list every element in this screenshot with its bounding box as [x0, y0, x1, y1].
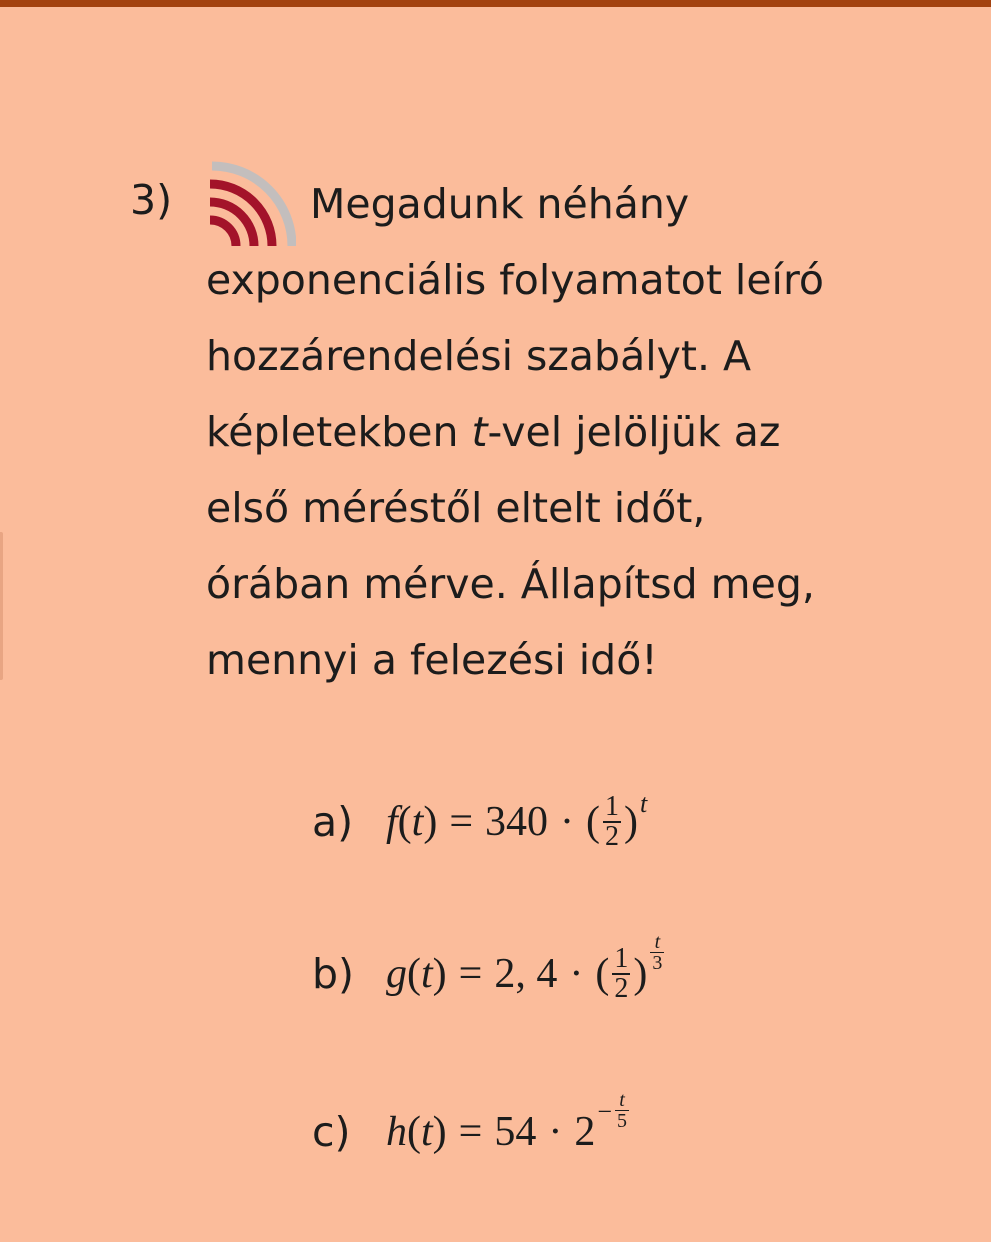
- exponent-fraction: [650, 932, 664, 973]
- dot-operator: ·: [548, 1109, 563, 1155]
- paren-close: ): [432, 951, 447, 997]
- problem-line: mennyi a felezési idő!: [206, 636, 658, 684]
- exponent-fraction: [615, 1090, 629, 1131]
- dot-operator: ·: [569, 951, 584, 997]
- denominator: 2: [614, 973, 629, 1004]
- function-name: h: [386, 1109, 407, 1155]
- problem-line: órában mérve. Állapítsd meg,: [206, 560, 815, 608]
- top-accent-bar: [0, 0, 991, 7]
- exponent-numerator: t: [619, 1088, 625, 1111]
- formula-label: a): [312, 798, 354, 846]
- formula-expression: [386, 1088, 629, 1156]
- formula-label: c): [312, 1108, 351, 1156]
- coefficient: 54: [494, 1109, 537, 1155]
- dot-operator: ·: [560, 799, 575, 845]
- formula-a: [312, 782, 647, 862]
- variable-t: t: [471, 408, 488, 456]
- problem-line: hozzárendelési szabályt. A: [206, 332, 752, 380]
- coefficient: 340: [485, 799, 549, 845]
- argument: t: [421, 1109, 433, 1155]
- paren-open: (: [595, 951, 610, 997]
- denominator: 2: [605, 821, 620, 852]
- paren-open: (: [397, 799, 412, 845]
- argument: t: [421, 951, 433, 997]
- base: 2: [574, 1109, 596, 1155]
- problem-line: -vel jelöljük az: [487, 408, 781, 456]
- formula-expression: [386, 789, 648, 852]
- equals-sign: =: [458, 1109, 483, 1155]
- problem-line: első méréstől eltelt időt,: [206, 484, 706, 532]
- function-name: f: [386, 799, 398, 845]
- side-tab-edge[interactable]: [0, 532, 3, 680]
- fraction: [612, 945, 630, 1003]
- fraction: [603, 793, 621, 851]
- exponent-numerator: t: [654, 930, 661, 953]
- numerator: 1: [605, 791, 620, 822]
- argument: t: [411, 799, 424, 845]
- problem-statement: [206, 166, 946, 698]
- formula-expression: [386, 930, 664, 1004]
- problem-line: Megadunk néhány: [310, 180, 690, 228]
- paren-close: ): [624, 799, 639, 845]
- numerator: 1: [614, 943, 629, 974]
- paren-close: ): [423, 799, 438, 845]
- formula-c: [312, 1088, 629, 1172]
- formula-b: [312, 930, 664, 1014]
- paren-close: ): [432, 1109, 447, 1155]
- exponent-denominator: 3: [652, 951, 663, 974]
- problem-line: exponenciális folyamatot leíró: [206, 256, 824, 304]
- paren-open: (: [407, 1109, 421, 1155]
- paren-close: ): [633, 951, 648, 997]
- problem-line: képletekben: [206, 408, 472, 456]
- exponent-sign: −: [597, 1097, 613, 1126]
- coefficient: 2, 4: [494, 951, 558, 997]
- paren-open: (: [586, 799, 601, 845]
- equals-sign: =: [449, 799, 474, 845]
- exponent: t: [640, 789, 648, 818]
- exponent-denominator: 5: [617, 1109, 628, 1132]
- equals-sign: =: [458, 951, 483, 997]
- problem-number: 3): [130, 176, 173, 224]
- paren-open: (: [407, 951, 421, 997]
- function-name: g: [386, 951, 407, 997]
- formula-label: b): [312, 950, 355, 998]
